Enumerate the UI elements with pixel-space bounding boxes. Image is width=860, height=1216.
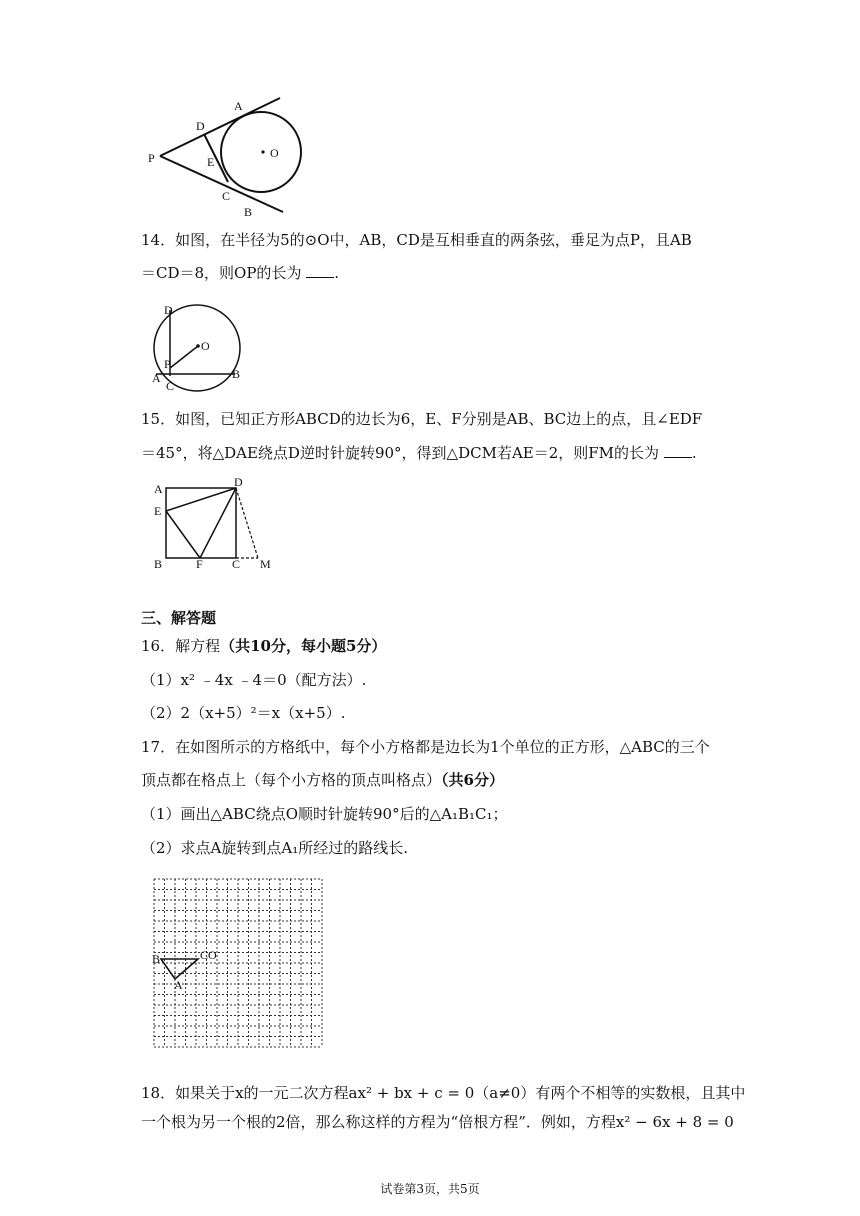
label-C: C: [222, 189, 231, 203]
label-E: E: [154, 504, 162, 518]
label-B: B: [152, 952, 161, 966]
label-O: O: [201, 339, 210, 353]
label-C: C: [232, 557, 241, 571]
figure-circle-chords: [140, 302, 250, 394]
section-heading: 三、解答题: [141, 609, 217, 627]
label-F: F: [196, 557, 203, 571]
label-B: B: [232, 367, 241, 381]
q16-title: 16．解方程（共10分，每小题5分）: [141, 637, 387, 655]
q17-part1: （1）画出△ABC绕点O顺时针旋转90°后的△A₁B₁C₁；: [141, 805, 508, 823]
q14-line1: 14．如图，在半径为5的⊙O中，AB，CD是互相垂直的两条弦，垂足为点P，且AB: [141, 231, 692, 249]
q17-line1: 17．在如图所示的方格纸中，每个小方格都是边长为1个单位的正方形，△ABC的三个: [141, 738, 710, 756]
q16-part1: （1）x² ﹣4x ﹣4＝0（配方法）.: [141, 671, 367, 689]
q18-line2: 一个根为另一个根的2倍，那么称这样的方程为“倍根方程”．例如，方程x² − 6x + 8 = 0: [141, 1113, 734, 1131]
answer-blank-15: [664, 443, 692, 458]
q15-line1: 15．如图，已知正方形ABCD的边长为6，E、F分别是AB、BC边上的点，且∠EDF: [141, 410, 703, 428]
label-D: D: [196, 119, 205, 133]
label-D: D: [164, 303, 173, 317]
page-footer: 试卷第3页，共5页: [380, 1182, 480, 1196]
label-P: P: [148, 151, 155, 165]
label-E: E: [207, 155, 215, 169]
label-A: A: [152, 371, 161, 385]
label-P: P: [164, 357, 171, 371]
answer-blank-14: [306, 263, 334, 278]
q15-line2: ＝45°，将△DAE绕点D逆时针旋转90°，得到△DCM若AE＝2，则FM的长为 .: [141, 444, 697, 462]
q14-line2: ＝CD＝8，则OP的长为 .: [141, 264, 340, 282]
label-M: M: [260, 557, 271, 571]
label-O: O: [270, 146, 279, 160]
label-A: A: [154, 482, 163, 496]
q16-part2: （2）2（x+5）²＝x（x+5）.: [141, 704, 346, 722]
figure-grid-paper: [150, 875, 328, 1053]
label-D: D: [234, 478, 243, 489]
figure-square-rotation: [150, 478, 280, 572]
label-C: C: [166, 379, 175, 393]
q18-line1: 18．如果关于x的一元二次方程ax² + bx + c = 0（a≠0）有两个不相等的实数根，且其中: [141, 1084, 746, 1102]
figure-tangent-circle: [140, 90, 320, 220]
label-O: O: [208, 948, 217, 962]
label-A: A: [234, 99, 243, 113]
q17-part2: （2）求点A旋转到点A₁所经过的路线长.: [141, 839, 408, 857]
label-B: B: [154, 557, 163, 571]
label-A: A: [174, 978, 183, 992]
q17-line2: 顶点都在格点上（每个小方格的顶点叫格点）（共6分）: [141, 771, 504, 789]
label-B: B: [244, 205, 253, 219]
label-C: C: [200, 948, 209, 962]
